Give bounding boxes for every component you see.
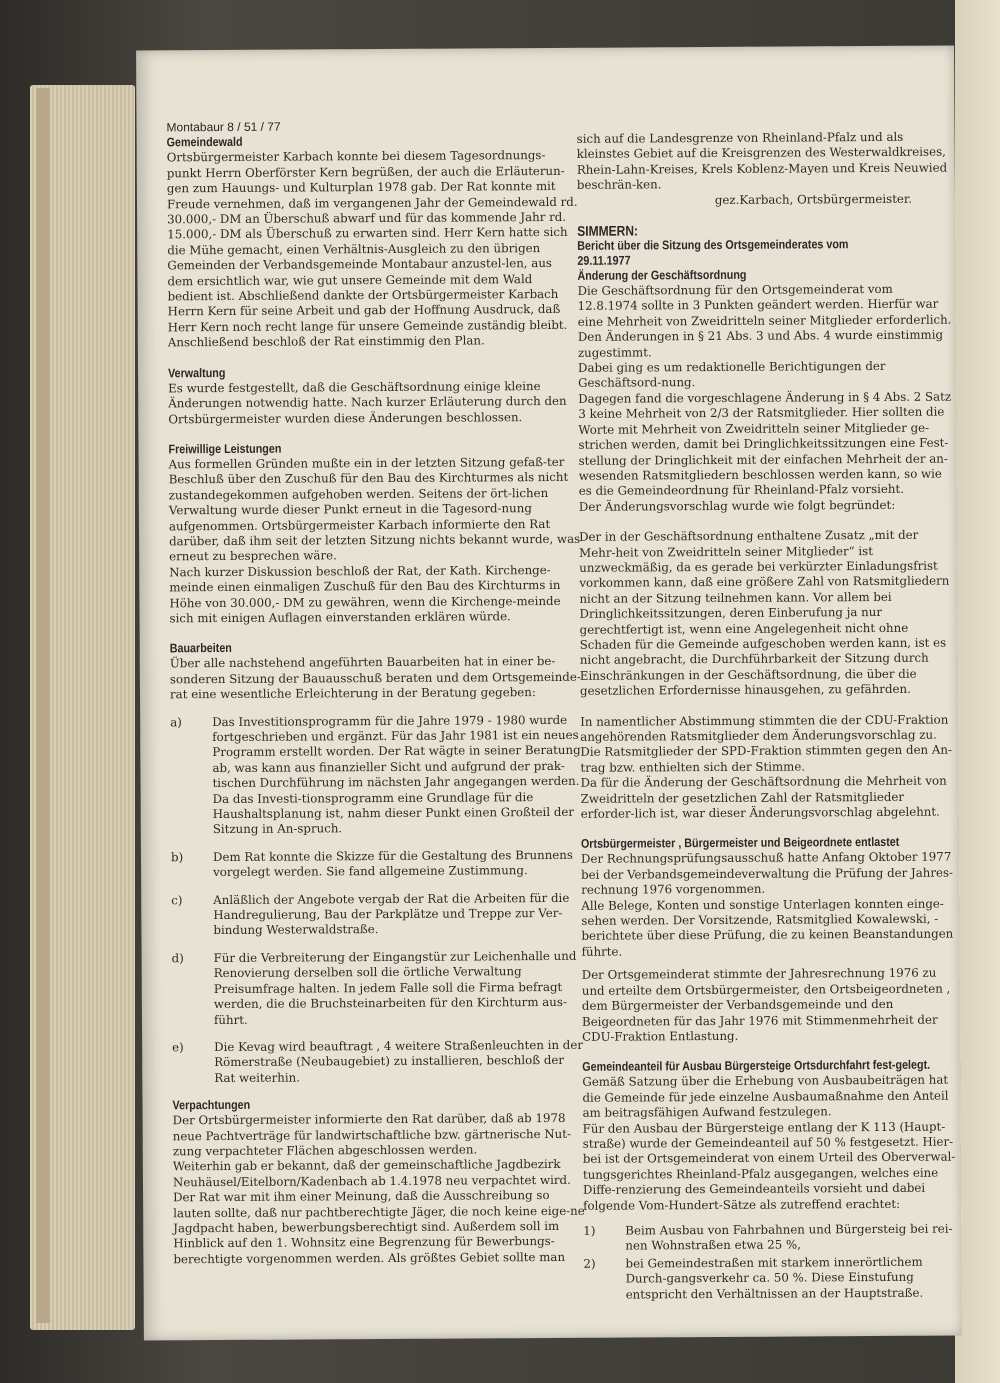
book-cover-edge xyxy=(36,88,50,1323)
list-text: Die Kevag wird beauftragt , 4 weitere Straßenleuchten in der Römerstraße (Neubaugebiet) zu installieren, beschloß der Rat weiterhin. xyxy=(214,1037,584,1085)
town-heading: SIMMERN: xyxy=(577,222,639,239)
list-item xyxy=(170,712,583,838)
paragraph: In namentlicher Abstimmung stimmten die der CDU-Fraktion angehörenden Ratsmitglieder dem Änderungsvorschlag zu. xyxy=(580,712,949,744)
heading-verwaltung: Verwaltung xyxy=(167,365,226,381)
paragraph: Ortsbürgermeister Karbach konnte bei diesem Tagesordnungs-punkt Herrn Oberförster Kern begrüßen, der auch die Erläuterun-gen zum Hauungs- und Kulturplan 1978 gab. Der Rat konnte mit Freude vernehmen, daß im vergangenen Jahr der Gemeindewald rd. 30.000,- DM an Überschuß abwarf und für das kommende Jahr rd. 15.000,- DM als Überschuß zu erwarten sind. Herr Kern hatte sich die Mühe gemacht, einen Verhältnis-Ausgleich zu den übrigen Gemeinden der Verbandsgemeinde Montabaur anzustel-len, aus dem ersichtlich war, wie gut unsere Gemeinde mit dem Wald bedient ist. Abschließend dankte der Ortsbürgermeister Karbach Herrn Kern für seine Arbeit und gab der Hoffnung Ausdruck, daß Herr Kern noch recht lange für unsere Gemeinde zuständig bleibt. Anschließend beschloß der Rat einstimmig den Plan. xyxy=(166,148,578,350)
list-label: e) xyxy=(172,1040,184,1055)
list-item xyxy=(171,890,583,939)
list-label: c) xyxy=(171,892,183,907)
heading-verpachtungen: Verpachtungen xyxy=(172,1097,251,1113)
paragraph: Den Änderungen in § 21 Abs. 3 und Abs. 4 wurde einstimmig zugestimmt. xyxy=(577,327,944,360)
list-item xyxy=(172,1038,584,1087)
list-item xyxy=(583,1221,958,1254)
list-text: Beim Ausbau von Fahrbahnen und Bürgersteig bei rei-nen Wohnstraßen etwa 25 %, xyxy=(625,1221,953,1253)
paragraph: Für den Ausbau der Bürgersteige entlang der K 113 (Haupt-straße) wurde der Gemeindeanteil auf 50 % festgesetzt. Hier-bei ist der Ortsgemeinderat von einem Urteil des Oberverwal-tungsgerichtes Rheinland-Pfalz ausgegangen, welches eine Diffe-renzierung des Gemeindeanteils vorsieht und dabei folgende Vom-Hundert-Sätze als zutreffend erachtet: xyxy=(582,1119,956,1213)
paragraph: Gemäß Satzung über die Erhebung von Ausbaubeiträgen hat die Gemeinde für jede einzelne Ausbaumaßnahme den Anteil am beitragsfähigen Aufwand festzulegen. xyxy=(582,1072,949,1120)
list-item xyxy=(583,1254,958,1303)
paragraph: Über alle nachstehend angeführten Bauarbeiten hat in einer be-sonderen Sitzung der Bauausschuß beraten und dem Ortsgemeinde-rat eine wesentliche Erleichterung in der Beratung gegeben: xyxy=(169,654,581,702)
heading-freiwillige-leistungen: Freiwillige Leistungen xyxy=(168,441,282,457)
list-text: Dem Rat konnte die Skizze für die Gestaltung des Brunnens vorgelegt werden. Sie fand allgemeine Zustimmung. xyxy=(212,847,573,880)
signature: gez.Karbach, Ortsbürgermeister. xyxy=(714,191,913,207)
heading-gemeindewald: Gemeindewald xyxy=(166,135,243,150)
facing-page-edge xyxy=(955,0,1000,1383)
heading-entlastet: Ortsbürgermeister , Bürgermeister und Beigeordnete entlastet xyxy=(580,835,900,852)
paragraph: Dabei ging es um redaktionelle Berichtigungen der Geschäftsord-nung. xyxy=(577,359,886,391)
heading-aenderung: Änderung der Geschäftsordnung xyxy=(577,267,747,283)
list-label: a) xyxy=(170,714,182,729)
paragraph: Alle Belege, Konten und sonstige Unterlagen konnten einge-sehen werden. Der Vorsitzende, Ratsmitglied Kowalewski, -berichtete über diese Prüfung, die zu keinen Beanstandungen führte. xyxy=(581,896,954,959)
list-label: 1) xyxy=(583,1223,596,1238)
list-text: bei Gemeindestraßen mit starkem innerörtlichem Durch-gangsverkehr ca. 50 %. Diese Einstufung entspricht den Verhältnissen an der Hauptstraße. xyxy=(625,1254,924,1302)
dateline: Montabaur 8 / 51 / 77 xyxy=(166,119,281,135)
list-label: d) xyxy=(171,951,184,966)
right-column xyxy=(577,130,959,1315)
paragraph: Die Geschäftsordnung für den Ortsgemeinderat vom 12.8.1974 sollte in 3 Punkten geändert werden. Hierfür war eine Mehrheit von Zweidritteln seiner Mitglieder erforderlich. xyxy=(577,281,952,329)
list-label: b) xyxy=(170,850,184,865)
paragraph: Der Rechnungsprüfungsausschuß hatte Anfang Oktober 1977 bei der Verbandsgemeindeverwaltung die Prüfung der Jahres-rechnung 1976 vorgenommen. xyxy=(580,849,954,898)
report-date: 29.11.1977 xyxy=(577,253,631,268)
list-label: 2) xyxy=(583,1256,596,1271)
paragraph: Dagegen fand die vorgeschlagene Änderung in § 4 Abs. 2 Satz 3 keine Mehrheit von 2/3 der Ratsmitglieder. Hier sollten die Worte mit Mehrheit von Zweidritteln seiner Mitglieder ge-strichen werden, damit bei Dringlichkeitssitzungen eine Fest-stellung der Dringlichkeit mit der einfachen Mehrheit der an-wesenden Ratsmitgliedern beschlossen werden kann, so wie es die Gemeindeordnung für Rheinland-Pfalz vorsieht. xyxy=(578,389,952,499)
paragraph: Nach kurzer Diskussion beschloß der Rat, der Kath. Kirchenge-meinde einen einmaligen Zuschuß für den Bau des Kirchturms in Höhe von 30.000,- DM zu gewähren, wenn die Kirchenge-meinde sich mit einigen Auflagen einverstanden erklären würde. xyxy=(169,562,561,626)
heading-bauarbeiten: Bauarbeiten xyxy=(169,641,232,656)
paragraph: Weiterhin gab er bekannt, daß der gemeinschaftliche Jagdbezirk Neuhäusel/Eitelborn/Kadenbach ab 1.4.1978 neu verpachtet wird. xyxy=(172,1157,571,1190)
paragraph: Der Ortsbürgermeister informierte den Rat darüber, daß ab 1978 neue Pachtverträge für landwirtschaftliche bzw. gärtnerische Nut-zung verpachteter Flächen abgeschlossen werden. xyxy=(172,1111,572,1159)
report-title: Bericht über die Sitzung des Ortsgemeinderates vom xyxy=(577,237,849,253)
paragraph: Der Rat war mit ihm einer Meinung, daß die Ausschreibung so lauten sollte, daß nur pachtberechtigte Jäger, die noch keine eige-ne Jagdpacht haben, bewerbungsberechtigt sind. Außerdem soll im Hinblick auf den 1. Wohnsitz eine Begrenzung für Bewerbungs-berechtigte vorgenommen werden. Als größtes Gebiet sollte man xyxy=(173,1188,585,1267)
paragraph: Da für die Änderung der Geschäftsordnung die Mehrheit von Zweidritteln der gesetzlichen Zahl der Ratsmitglieder erforder-lich ist, war dieser Änderungsvorschlag abgelehnt. xyxy=(580,773,947,821)
list-item xyxy=(172,949,584,1029)
list-item xyxy=(171,848,583,881)
paragraph: sich auf die Landesgrenze von Rheinland-Pfalz und als kleinstes Gebiet auf die Kreisgrenzen des Westerwaldkreises, Rhein-Lahn-Kreises, Krels Koblenz-Mayen und Kreis Neuwied beschrän-ken. xyxy=(576,129,948,193)
scanned-page xyxy=(136,46,962,1341)
list-text: Das Investitionsprogramm für die Jahre 1979 - 1980 wurde fortgeschrieben und ergänzt. Für das Jahr 1981 ist ein neues Programm erstellt worden. Der Rat wägte in seiner Beratung ab, was kann aus finanzieller Sicht und aufgrund der prak-tischen Durchführung im nächsten Jahr angegangen werden. Da das Investi-tionsprogramm eine Grundlage für die Haushaltsplanung ist, nahm dieser Punkt einen Großteil der Sitzung in An-spruch. xyxy=(212,712,581,837)
left-column xyxy=(166,118,585,1268)
paragraph: Es wurde festgestellt, daß die Geschäftsordnung einige kleine Änderungen notwendig hatte. Nach kurzer Erläuterung durch den Ortsbürgermeister wurden diese Änderungen beschlossen. xyxy=(168,378,567,426)
paragraph: Die Ratsmitglieder der SPD-Fraktion stimmten gegen den An-trag bzw. enthielten sich der Stimme. xyxy=(580,742,953,775)
list-text: Für die Verbreiterung der Eingangstür zur Leichenhalle und Renovierung derselben soll die örtliche Verwaltung Preisumfrage halten. In jedem Falle soll die Firma befragt werden, die die Bruchsteinarbeiten für den Kirchturm aus-führt. xyxy=(213,948,577,1027)
paragraph: Aus formellen Gründen mußte ein in der letzten Sitzung gefaß-ter Beschluß über den Zuschuß für den Bau des Kirchturmes als nicht zustandegekommen aufgehoben werden. Seitens der ört-lichen Verwaltung wurde dieser Punkt erneut in die Tagesord-nung aufgenommen. Ortsbürgermeister Karbach informierte den Rat darüber, daß ihm seit der letzten Sitzung nichts bekannt wurde, was erneut zu besprechen wäre. xyxy=(168,454,581,564)
heading-gemeindeanteil: Gemeindeanteil für Ausbau Bürgersteige Ortsdurchfahrt fest-gelegt. xyxy=(582,1057,931,1075)
paragraph: Der Ortsgemeinderat stimmte der Jahresrechnung 1976 zu und erteilte dem Ortsbürgermeister, den Ortsbeigeordneten , dem Bürgermeister der Verbandsgemeinde und den Beigeordneten für das Jahr 1976 mit Stimmenmehrheit der CDU-Fraktion Entlastung. xyxy=(581,965,951,1044)
paragraph: Der in der Geschäftsordnung enthaltene Zusatz „mit der Mehr-heit von Zweidritteln seiner Mitglieder“ ist unzweckmäßig, da es gerade bei verkürzter Einladungsfrist vorkommen kann, daß eine größere Zahl von Ratsmitgliedern nicht an der Sitzung teilnehmen kann. Vor allem bei Dringlichkeitssitzungen, deren Einberufung ja nur gerechtfertigt ist, wenn eine Angelegenheit nicht ohne Schaden für die Gemeinde aufgeschoben werden kann, ist es nicht angebracht, die Durchführbarkeit der Sitzung durch Einschränkungen in der Geschäftsordnung, die über die gesetzlichen Erfordernisse hinausgehen, zu gefährden. xyxy=(579,527,950,698)
list-text: Anläßlich der Angebote vergab der Rat die Arbeiten für die Handregulierung, Bau der Parkplätze und Treppe zur Ver-bindung Westerwaldstraße. xyxy=(213,890,570,938)
paragraph: Der Änderungsvorschlag wurde wie folgt begründet: xyxy=(578,497,896,514)
